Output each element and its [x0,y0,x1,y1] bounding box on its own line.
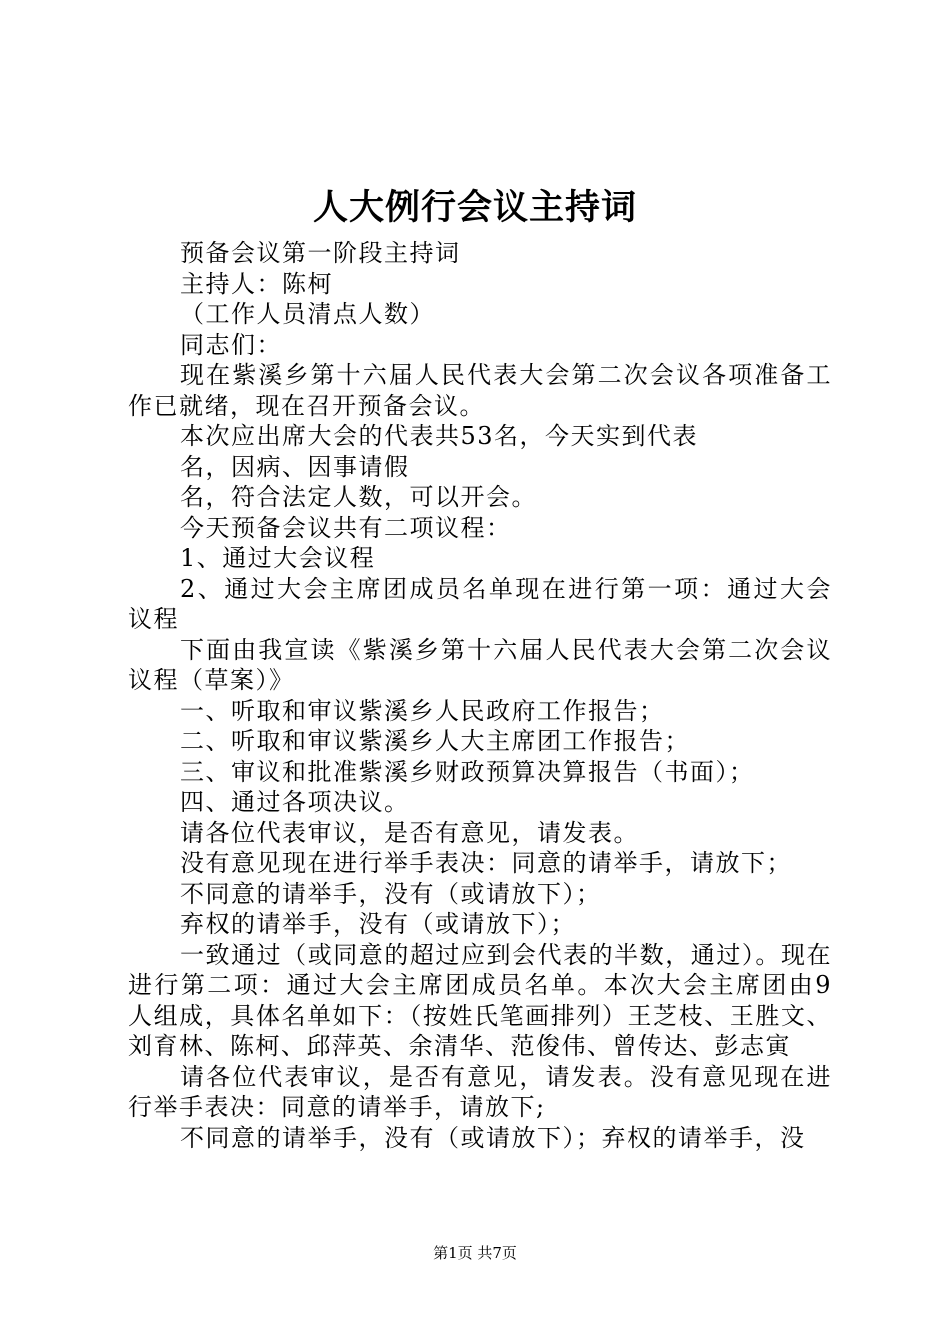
paragraph: 今天预备会议共有二项议程： [180,513,512,542]
paragraph: 下面由我宣读《紫溪乡第十六届人民代表大会第二次会议议程（草案）》 [128,635,832,694]
paragraph: 一致通过（或同意的超过应到会代表的半数，通过）。现在进行第二项：通过大会主席团成员名单。本次大会主席团由9人组成，具体名单如下：（按姓氏笔画排列）王芝枝、王胜文、刘育林、陈柯、邱萍英、余清华、范俊伟、曾传达、彭志寅 [128,940,832,1060]
paragraph: 名，因病、因事请假 [180,452,410,481]
paragraph: 不同意的请举手，没有（或请放下）； [180,879,602,908]
paragraph: 同志们： [180,330,282,359]
paragraph: 预备会议第一阶段主持词 [180,239,461,267]
paragraph: 2、通过大会主席团成员名单现在进行第一项：通过大会议程 [128,574,832,633]
page-footer: 第1页 共7页 [433,1244,517,1262]
paragraph: 不同意的请举手，没有（或请放下）；弃权的请举手，没 [180,1123,806,1152]
paragraph: 一、听取和审议紫溪乡人民政府工作报告； [180,696,665,725]
document-body [128,238,832,1153]
paragraph: 请各位代表审议，是否有意见，请发表。 [180,818,639,847]
paragraph: 现在紫溪乡第十六届人民代表大会第二次会议各项准备工作已就绪，现在召开预备会议。 [128,361,832,420]
paragraph: 弃权的请举手，没有（或请放下）； [180,910,576,938]
document-title: 人大例行会议主持词 [312,188,637,228]
paragraph: （工作人员清点人数） [180,300,435,328]
paragraph: 请各位代表审议，是否有意见，请发表。没有意见现在进行举手表决：同意的请举手，请放下; [128,1062,832,1121]
paragraph: 1、通过大会议程 [180,544,376,572]
paragraph: 四、通过各项决议。 [180,788,410,816]
paragraph: 本次应出席大会的代表共53名，今天实到代表 [180,422,699,450]
paragraph: 主持人：陈柯 [180,269,333,298]
paragraph: 没有意见现在进行举手表决：同意的请举手，请放下； [180,849,792,877]
paragraph: 三、审议和批准紫溪乡财政预算决算报告（书面）； [180,757,755,786]
paragraph: 名，符合法定人数，可以开会。 [180,483,537,511]
paragraph: 二、听取和审议紫溪乡人大主席团工作报告； [180,727,690,755]
